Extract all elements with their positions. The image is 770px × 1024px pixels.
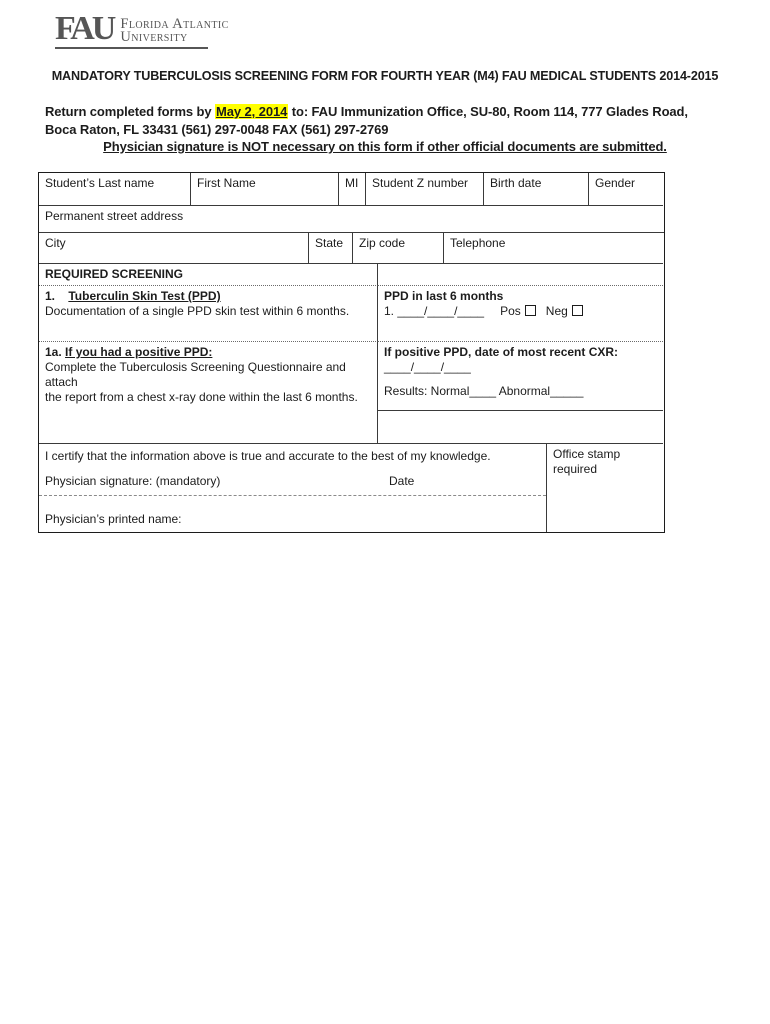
z-number-label: Student Z number <box>372 176 469 190</box>
office-stamp-cell <box>547 444 664 532</box>
city-field[interactable] <box>39 233 309 264</box>
street-address-label: Permanent street address <box>45 209 184 223</box>
fau-logo <box>55 10 229 49</box>
ppd-number: 1. <box>45 289 56 303</box>
date-field[interactable]: Date <box>389 474 415 488</box>
printed-name-field[interactable]: Physician’s printed name: <box>45 512 182 526</box>
neg-checkbox[interactable] <box>572 305 583 316</box>
ppd-description: Documentation of a single PPD skin test within 6 months. <box>45 304 350 318</box>
screening-form-table <box>38 172 665 533</box>
section-title: REQUIRED SCREENING <box>39 264 378 286</box>
cxr-empty-cell <box>378 411 663 444</box>
cxr-results-blank[interactable]: Results: Normal____ Abnormal_____ <box>384 384 584 398</box>
ppd-result-title: PPD in last 6 months <box>384 289 504 303</box>
positive-ppd-title: If you had a positive PPD: <box>65 345 213 359</box>
mi-label: MI <box>345 176 359 190</box>
cxr-column <box>378 342 663 444</box>
physician-signature-note: Physician signature is NOT necessary on this form if other official documents are submitted. <box>103 139 667 154</box>
cxr-cell <box>378 342 663 411</box>
section-header-row <box>39 264 664 286</box>
state-field[interactable] <box>309 233 353 264</box>
birth-date-label: Birth date <box>490 176 542 190</box>
physician-signature-field[interactable]: Physician signature: (mandatory) <box>45 474 221 488</box>
ppd-title: Tuberculin Skin Test (PPD) <box>68 289 221 303</box>
ppd-result-cell <box>378 286 663 342</box>
certification-row <box>39 444 664 532</box>
deadline-highlight: May 2, 2014 <box>216 104 288 119</box>
city-row <box>39 233 664 264</box>
fau-logo-name: Florida Atlantic University <box>120 15 229 45</box>
fau-logo-abbr: FAU <box>55 10 114 47</box>
positive-ppd-number: 1a. <box>45 345 62 359</box>
cxr-title: If positive PPD, date of most recent CXR: <box>384 345 619 359</box>
address-row <box>39 206 664 233</box>
telephone-field[interactable] <box>444 233 663 264</box>
gender-field[interactable] <box>589 173 663 206</box>
certify-statement: I certify that the information above is true and accurate to the best of my knowledge. <box>45 449 491 463</box>
zip-label: Zip code <box>359 236 406 250</box>
mi-field[interactable] <box>339 173 366 206</box>
neg-label: Neg <box>545 304 568 318</box>
office-stamp-line1: Office stamp <box>553 447 621 461</box>
ppd-instruction-cell <box>39 286 378 342</box>
logo-underline <box>55 47 208 49</box>
telephone-label: Telephone <box>450 236 506 250</box>
last-name-label: Student’s Last name <box>45 176 155 190</box>
document-title: MANDATORY TUBERCULOSIS SCREENING FORM FOR FOURTH YEAR (M4) FAU MEDICAL STUDENTS 2014-2015 <box>51 69 719 83</box>
positive-ppd-instruction-cell <box>39 342 378 444</box>
identity-row <box>39 173 664 206</box>
return-prefix: Return completed forms by <box>45 104 216 119</box>
return-instructions <box>45 103 707 138</box>
positive-ppd-description-line2: the report from a chest x-ray done within the last 6 months. <box>45 390 358 404</box>
birth-date-field[interactable] <box>484 173 589 206</box>
last-name-field[interactable] <box>39 173 191 206</box>
cxr-date-blank[interactable]: ____/____/____ <box>384 360 471 374</box>
zip-field[interactable] <box>353 233 444 264</box>
street-address-field[interactable] <box>39 206 664 233</box>
ppd-row <box>39 286 664 342</box>
positive-ppd-row <box>39 342 664 444</box>
return-suffix: to: FAU Immunization Office, SU-80, Room 114, 777 Glades Road, Boca Raton, FL 33431 (561) 297-0048 FAX (561) 297-2769 <box>45 104 688 137</box>
signature-divider <box>39 495 546 496</box>
first-name-field[interactable] <box>191 173 339 206</box>
state-label: State <box>315 236 344 250</box>
certification-cell <box>39 444 547 532</box>
section-header-empty-cell <box>378 264 663 286</box>
pos-label: Pos <box>500 304 521 318</box>
z-number-field[interactable] <box>366 173 484 206</box>
office-stamp-line2: required <box>553 462 598 476</box>
positive-ppd-description-line1: Complete the Tuberculosis Screening Questionnaire and attach <box>45 360 346 389</box>
city-label: City <box>45 236 66 250</box>
pos-checkbox[interactable] <box>525 305 536 316</box>
gender-label: Gender <box>595 176 636 190</box>
ppd-date-blank[interactable]: 1. ____/____/____ <box>384 304 485 318</box>
signature-row <box>45 474 541 489</box>
first-name-label: First Name <box>197 176 256 190</box>
